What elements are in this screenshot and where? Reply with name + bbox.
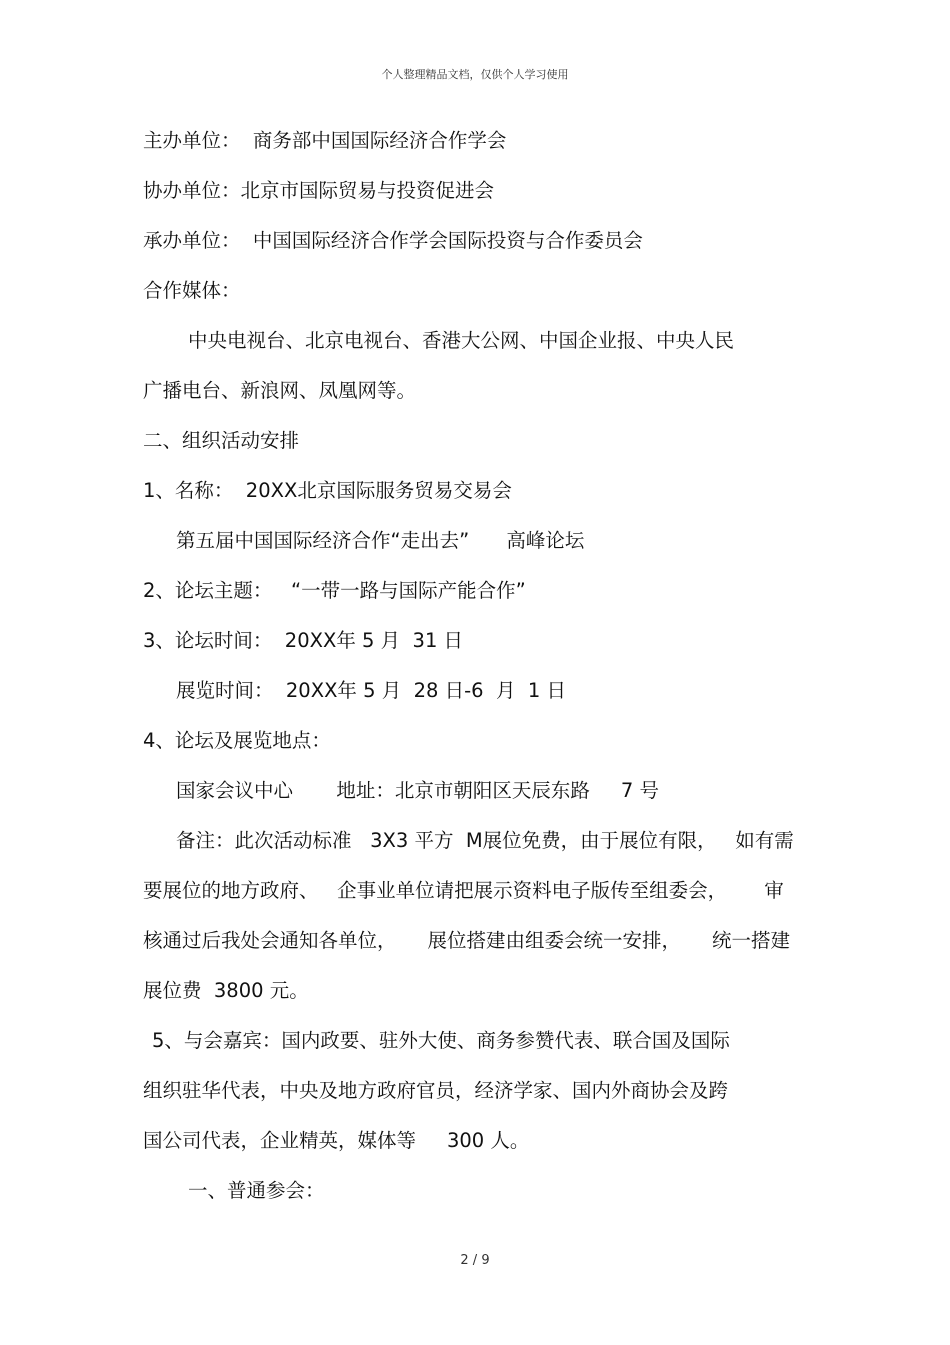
section-heading-activities: 二、组织活动安排 [143,429,300,452]
note-line-4: 展位费 3800 元。 [143,979,309,1002]
co-organizer-line: 协办单位：北京市国际贸易与投资促进会 [143,179,495,202]
item-2-theme: 2、论坛主题： “一带一路与国际产能合作” [143,579,526,602]
organizer-line: 主办单位： 商务部中国国际经济合作学会 [143,129,507,152]
page-header: 个人整理精品文档，仅供个人学习使用 [381,68,569,81]
item-3-forum-time: 3、论坛时间： 20XX年 5 月 31 日 [143,629,464,652]
item-4-venue-address: 国家会议中心 地址：北京市朝阳区天辰东路 7 号 [176,779,659,802]
media-heading: 合作媒体： [143,279,241,302]
section-heading-general-participation: 一、普通参会： [188,1179,325,1202]
media-list-line-1: 中央电视台、北京电视台、香港大公网、中国企业报、中央人民 [188,329,735,352]
item-5-guests-line-3: 国公司代表，企业精英，媒体等 300 人。 [143,1129,530,1152]
note-line-2: 要展位的地方政府、 企事业单位请把展示资料电子版传至组委会， 审 [143,879,784,902]
item-1-forum-title: 第五届中国国际经济合作“走出去” 高峰论坛 [176,529,585,552]
item-5-guests-line-2: 组织驻华代表，中央及地方政府官员，经济学家、国内外商协会及跨 [143,1079,729,1102]
note-line-3: 核通过后我处会通知各单位， 展位搭建由组委会统一安排， 统一搭建 [143,929,790,952]
item-3-exhibition-time: 展览时间： 20XX年 5 月 28 日-6 月 1 日 [176,679,566,702]
undertaker-line: 承办单位： 中国国际经济合作学会国际投资与合作委员会 [143,229,643,252]
item-4-venue-heading: 4、论坛及展览地点： [143,729,331,752]
media-list-line-2: 广播电台、新浪网、凤凰网等。 [143,379,417,402]
item-1-name: 1、名称： 20XX北京国际服务贸易交易会 [143,479,512,502]
note-line-1: 备注：此次活动标准 3X3 平方 M展位免费，由于展位有限， 如有需 [176,829,794,852]
item-5-guests-line-1: 5、与会嘉宾：国内政要、驻外大使、商务参赞代表、联合国及国际 [152,1029,730,1052]
page-number: 2 / 9 [460,1253,490,1268]
